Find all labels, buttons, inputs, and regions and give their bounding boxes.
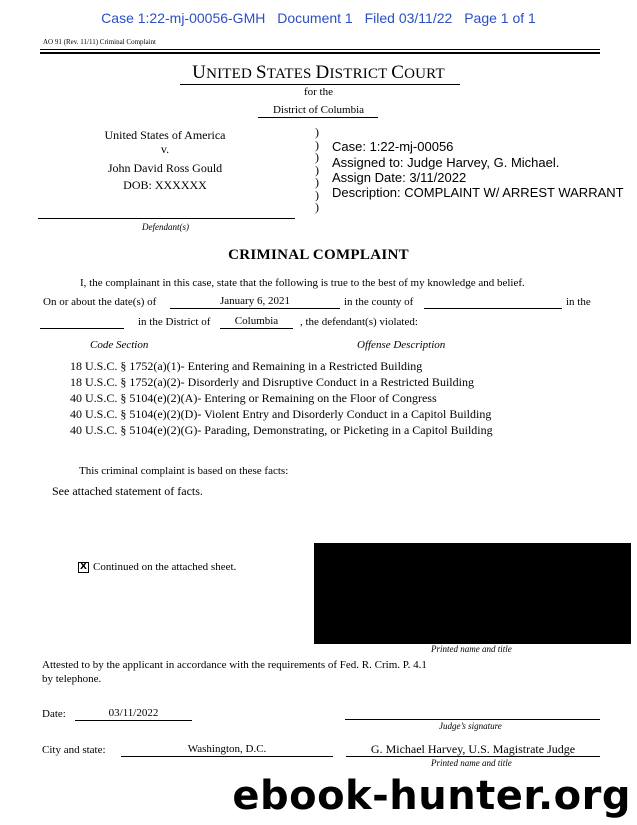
header-case-number: Case 1:22-mj-00056-GMH [101,10,266,26]
county-label: in the county of [344,296,414,308]
county-field [424,295,562,309]
attest-line-2: by telephone. [42,673,102,685]
violated-suffix: , the defendant(s) violated: [300,316,418,328]
defendant-name: John David Ross Gould [107,161,223,175]
district-name: District of Columbia [272,104,365,116]
violation-2: 18 U.S.C. § 1752(a)(2)- Disorderly and Disruptive Conduct in a Restricted Building [70,375,474,389]
city-state-value: Washington, D.C. [121,743,333,757]
defendant-line [38,218,295,219]
caption-parens: ) ) ) ) ) ) ) [315,125,319,214]
assigned-judge: Assigned to: Judge Harvey, G. Michael. [332,155,560,170]
in-the: in the [566,296,591,308]
facts-intro: This criminal complaint is based on these facts: [79,465,289,477]
top-rule-thick [40,52,600,54]
violation-5: 40 U.S.C. § 5104(e)(2)(G)- Parading, Demonstrating, or Picketing in a Capitol Building [70,423,493,437]
date-label: Date: [42,708,66,720]
state-field [40,315,124,329]
header-filed: Filed 03/11/22 [364,10,453,26]
watermark: ebook-hunter.org [232,773,631,819]
court-title: UNITED STATES DISTRICT COURT [192,62,445,83]
versus: v. [160,142,170,156]
intro-statement: I, the complainant in this case, state that the following is true to the best of my knowledge and belief. [80,277,525,289]
violation-3: 40 U.S.C. § 5104(e)(2)(A)- Entering or Remaining on the Floor of Congress [70,391,437,405]
violation-1: 18 U.S.C. § 1752(a)(1)- Entering and Remaining in a Restricted Building [70,359,423,373]
header-page: Page 1 of 1 [464,10,536,26]
top-rule [40,49,600,50]
ecf-header [0,10,637,26]
document-title: CRIMINAL COMPLAINT [228,247,409,263]
continued-label: Continued on the attached sheet. [93,561,237,573]
attest-line-1: Attested to by the applicant in accordance with the requirements of Fed. R. Crim. P. 4.1 [42,659,427,671]
form-id: AO 91 (Rev. 11/11) Criminal Complaint [43,38,156,46]
defendant-dob: DOB: XXXXXX [123,178,207,192]
date-prefix: On or about the date(s) of [43,296,157,308]
district-label: in the District of [138,316,211,328]
header-document: Document 1 [277,10,353,26]
defendant-label: Defendant(s) [142,222,189,232]
case-number: Case: 1:22-mj-00056 [332,139,454,154]
court-underline [180,84,460,85]
printed-name-label-1: Printed name and title [431,644,512,654]
violation-4: 40 U.S.C. § 5104(e)(2)(D)- Violent Entry and Disorderly Conduct in a Capitol Building [70,407,492,421]
assign-date: Assign Date: 3/11/2022 [332,170,467,185]
facts-statement: See attached statement of facts. [52,484,203,498]
offense-date: January 6, 2021 [170,295,340,309]
redacted-signature-block [314,543,631,644]
code-section-heading: Code Section [90,339,149,351]
for-the: for the [303,86,333,98]
printed-name-label-2: Printed name and title [431,758,512,768]
district-underline [258,117,378,118]
judge-name: G. Michael Harvey, U.S. Magistrate Judge [346,742,600,757]
continued-checkbox[interactable]: X [78,562,89,573]
city-state-label: City and state: [42,744,106,756]
judge-signature-label: Judge’s signature [439,721,502,731]
date-value: 03/11/2022 [75,707,192,721]
offense-description-heading: Offense Description [357,339,446,351]
district-field: Columbia [220,315,293,329]
case-description: Description: COMPLAINT W/ ARREST WARRANT [332,185,624,200]
plaintiff: United States of America [104,128,226,142]
judge-signature-line [345,719,600,720]
